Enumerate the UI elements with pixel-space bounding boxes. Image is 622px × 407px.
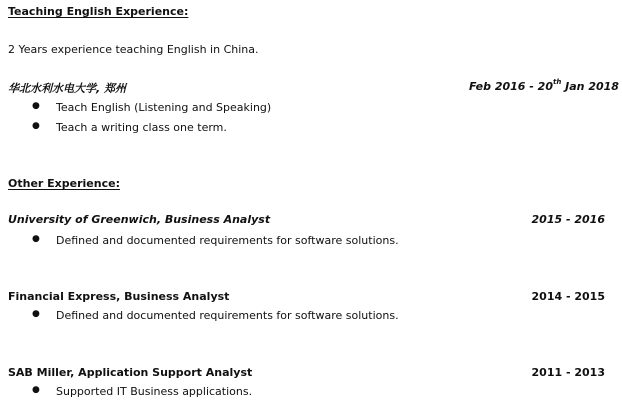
list-item-text: Teach a writing class one term. (56, 121, 227, 134)
list-item (32, 385, 482, 399)
job-dates: 2011 - 2013 (531, 366, 605, 379)
list-item (32, 101, 432, 115)
bullet-icon: ● (32, 385, 40, 395)
section-heading-other: Other Experience: (8, 177, 120, 190)
job-dates: 2015 - 2016 (531, 213, 605, 226)
job-title: University of Greenwich, Business Analyst (8, 213, 271, 226)
bullet-icon: ● (32, 309, 40, 319)
list-item (32, 309, 482, 323)
job-title: Financial Express, Business Analyst (8, 290, 230, 303)
teaching-dates-sup: th (552, 78, 562, 87)
bullet-icon: ● (32, 101, 40, 111)
teaching-dates (469, 80, 619, 93)
list-item-text: Defined and documented requirements for software solutions. (56, 234, 399, 247)
job-dates: 2014 - 2015 (531, 290, 605, 303)
list-item (32, 121, 432, 135)
list-item-text: Defined and documented requirements for software solutions. (56, 309, 399, 322)
list-item-text: Teach English (Listening and Speaking) (56, 101, 272, 114)
teaching-dates-start: Feb 2016 - 20 (469, 80, 553, 93)
section-heading-teaching: Teaching English Experience: (8, 5, 189, 18)
teaching-dates-end: Jan 2018 (561, 80, 619, 93)
list-item (32, 234, 482, 248)
list-item-text: Supported IT Business applications. (56, 385, 253, 398)
bullet-icon: ● (32, 234, 40, 244)
teaching-summary: 2 Years experience teaching English in China. (8, 43, 259, 56)
job-title: SAB Miller, Application Support Analyst (8, 366, 253, 379)
bullet-icon: ● (32, 121, 40, 131)
teaching-institution: 华北水利水电大学, 郑州 (8, 82, 127, 95)
